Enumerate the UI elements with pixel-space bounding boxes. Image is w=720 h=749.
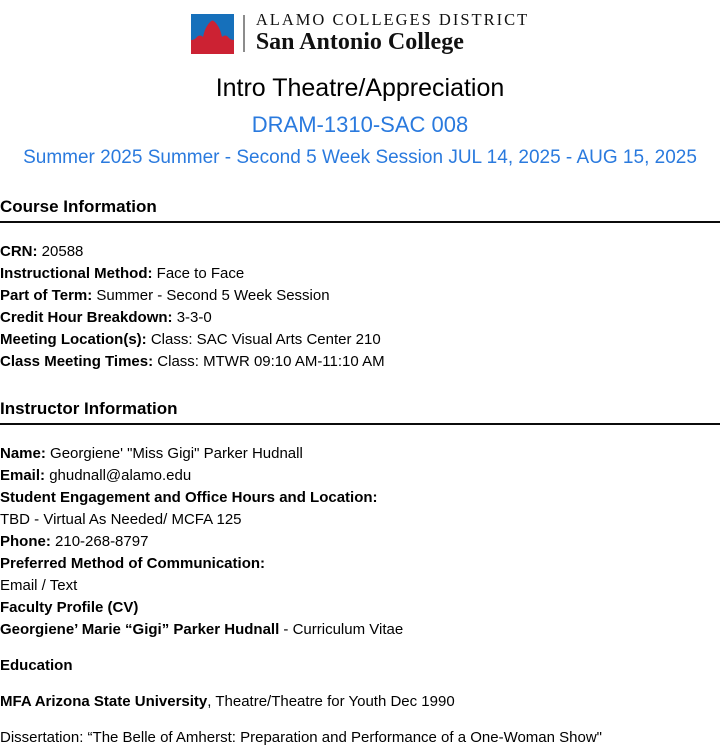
field-label: Phone: — [0, 532, 51, 550]
field-crn — [0, 241, 720, 263]
field-instructor-name — [0, 443, 720, 465]
spacer — [0, 677, 720, 691]
field-value-preferred-communication: Email / Text — [0, 576, 78, 594]
field-value: Class: MTWR 09:10 AM-11:10 AM — [157, 352, 385, 370]
field-label-preferred-communication: Preferred Method of Communication: — [0, 554, 266, 572]
field-label: Instructional Method: — [0, 264, 153, 282]
section-heading-course-information: Course Information — [0, 196, 157, 216]
instructor-information-fields — [0, 443, 720, 597]
section-divider-instructor-information — [0, 423, 720, 425]
faculty-cv-name[interactable]: Georgiene’ Marie “Gigi” Parker Hudnall — [0, 620, 280, 638]
site-header — [0, 0, 720, 60]
field-value: Face to Face — [156, 264, 245, 282]
heading-education: Education — [0, 656, 73, 674]
logo-wordmark — [256, 11, 529, 56]
field-value[interactable]: ghudnall@alamo.edu — [49, 466, 192, 484]
course-session[interactable]: Summer 2025 Summer - Second 5 Week Session JUL 14, 2025 - AUG 15, 2025 — [23, 147, 697, 169]
field-label: Meeting Location(s): — [0, 330, 147, 348]
field-instructor-phone — [0, 531, 720, 553]
faculty-cv-suffix: - Curriculum Vitae — [279, 620, 404, 638]
mission-arch-logo-icon — [191, 14, 234, 54]
education-dissertation: Dissertation: “The Belle of Amherst: Preparation and Performance of a One-Woman Show" — [0, 728, 602, 746]
field-class-meeting-times — [0, 351, 720, 373]
field-credit-hour-breakdown — [0, 307, 720, 329]
field-value: 210-268-8797 — [55, 532, 149, 550]
field-value: Georgiene' "Miss Gigi" Parker Hudnall — [50, 444, 303, 462]
field-value: Summer - Second 5 Week Session — [96, 286, 330, 304]
logo-divider — [243, 15, 245, 52]
field-label-student-engagement: Student Engagement and Office Hours and Location: — [0, 488, 378, 506]
field-value: 20588 — [41, 242, 84, 260]
field-instructor-email — [0, 465, 720, 487]
field-label: Part of Term: — [0, 286, 93, 304]
field-label: Email: — [0, 466, 46, 484]
heading-faculty-profile: Faculty Profile (CV) — [0, 598, 139, 616]
field-instructional-method — [0, 263, 720, 285]
education-degree-detail: , Theatre/Theatre for Youth Dec 1990 — [207, 692, 455, 710]
field-part-of-term — [0, 285, 720, 307]
alamo-colleges-logo[interactable] — [191, 11, 529, 56]
page-title: Intro Theatre/Appreciation — [215, 74, 505, 103]
field-value: 3-3-0 — [176, 308, 212, 326]
section-divider-course-information — [0, 221, 720, 223]
field-label: CRN: — [0, 242, 38, 260]
field-value-student-engagement: TBD - Virtual As Needed/ MCFA 125 — [0, 510, 242, 528]
spacer — [0, 641, 720, 655]
course-information-fields — [0, 241, 720, 373]
college-name: San Antonio College — [255, 29, 464, 56]
district-name: ALAMO COLLEGES DISTRICT — [255, 10, 530, 29]
field-label: Class Meeting Times: — [0, 352, 154, 370]
field-label: Credit Hour Breakdown: — [0, 308, 173, 326]
education-degree: MFA Arizona State University — [0, 692, 208, 710]
field-label: Name: — [0, 444, 46, 462]
section-heading-instructor-information: Instructor Information — [0, 398, 178, 418]
field-value: Class: SAC Visual Arts Center 210 — [150, 330, 381, 348]
education-degree-line — [0, 691, 720, 713]
course-code[interactable]: DRAM-1310-SAC 008 — [251, 111, 469, 137]
faculty-cv-line — [0, 619, 720, 641]
field-meeting-locations — [0, 329, 720, 351]
